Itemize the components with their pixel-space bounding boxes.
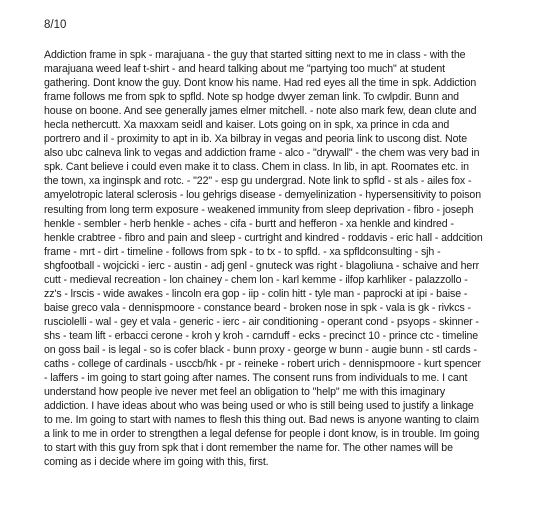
text-line: baise greco vala - dennispmoore - constance beard - broken nose in spk - vala is gk - rivkcs - xyxy=(44,301,471,314)
text-line: understand how people ive never met feel an obligation to "help" me with this imaginary xyxy=(44,386,446,399)
page-number: 8/10 xyxy=(44,19,67,31)
text-line: also ubc calneva link to vegas and addiction frame - alco - "drywall" - the chem was very bad in xyxy=(44,147,480,160)
text-line: resulting from long term exposure - weakened immunity from sleep deprivation - fibro - joseph xyxy=(44,203,474,216)
text-line: amyelotropic lateral sclerosis - lou gehrigs disease - demyelinization - hypersensitivity to poison xyxy=(44,189,482,202)
text-line: portrero and il - proximity to apt in ib. Xa bilbray in vegas and peoria link to uscong dist. Note xyxy=(44,133,468,146)
text-line: cutt - medieval recreation - lon chainey - chem lon - karl kemme - ilfop karhliker - palazzollo - xyxy=(44,273,468,286)
text-line: addiction. I have ideas about who was being used or who is still being used to justify a linkage xyxy=(44,400,474,413)
text-line: a link to me in order to strengthen a legal defense for people i dont know, is in trouble. Im going xyxy=(44,428,480,441)
text-line: the town, xa inginspk and rotc. - "22" - esp gu undergrad. Note link to spfld - st als - ailes fox - xyxy=(44,175,472,188)
text-line: marajuana weed leaf t-shirt - and heard talking about me "partying too much" at student xyxy=(44,63,446,76)
text-line: henkle crabtree - fibro and pain and sleep - curtright and kindred - roddavis - eric hall - addcition xyxy=(44,231,483,244)
document-body xyxy=(44,48,502,469)
text-line: - laffers - im going to start going after names. The consent runs from individuals to me. I cant xyxy=(44,372,468,385)
text-line: spk. Cant believe i could even make it to class. Chem in class. In lib, in apt. Roomates etc. in xyxy=(44,161,469,174)
text-line: henkle - sembler - herb henkle - aches - cifa - burtt and hefferon - xa henkle and kindred - xyxy=(44,217,454,230)
text-line: coming as i decide where im going with this, first. xyxy=(44,456,269,469)
text-line: to start with this guy from spk that i dont remember the name for. The other names will be xyxy=(44,442,453,455)
text-line: Addiction frame in spk - marajuana - the guy that started sitting next to me in class - with the xyxy=(44,49,466,61)
text-line: shs - team lift - erbacci cerone - kroh y kroh - carnduff - ecks - precinct 10 - prince ctc - timeline xyxy=(44,329,479,342)
text-line: on goss bail - is legal - so is cofer black - bunn proxy - george w bunn - augie bunn - stl cards - xyxy=(44,343,477,356)
text-line: house on boone. And see generally james elmer mitchell. - note also mark few, dean clute and xyxy=(44,105,477,118)
text-line: frame - mrt - dirt - timeline - follows from spk - to tx - to spfld. - xa spfldconsulting - sjh - xyxy=(44,245,441,258)
text-line: gathering. Dont know the guy. Dont know his name. Had red eyes all the time in spk. Addiction xyxy=(44,77,477,90)
text-line: shgfootball - wojcicki - ierc - austin - adj genl - gnuteck was right - blagoliuna - schaive and herr xyxy=(44,259,480,272)
text-line: hecla nethercutt. Xa maxxam seidl and kaiser. Lots going on in spk, xa prince in cda and xyxy=(44,119,450,132)
text-line: caths - college of cardinals - usccb/hk - pr - reineke - robert urich - dennispmoore - kurt spencer xyxy=(44,358,481,371)
text-line: zz's - lrscis - wide awakes - lincoln era gop - iip - colin hitt - tyle man - paprocki at ipi - baise - xyxy=(44,287,468,300)
text-line: frame follows me from spk to spfld. Note sp hodge dwyer zeman link. To cwlpdir. Bunn and xyxy=(44,91,459,104)
text-line: rusciolelli - wal - gey et vala - generic - ierc - air conditioning - operant cond - psyops - skinner - xyxy=(44,315,479,328)
text-line: to me. Im going to start with names to flesh this thing out. Bad news is anyone wanting to claim xyxy=(44,414,479,427)
